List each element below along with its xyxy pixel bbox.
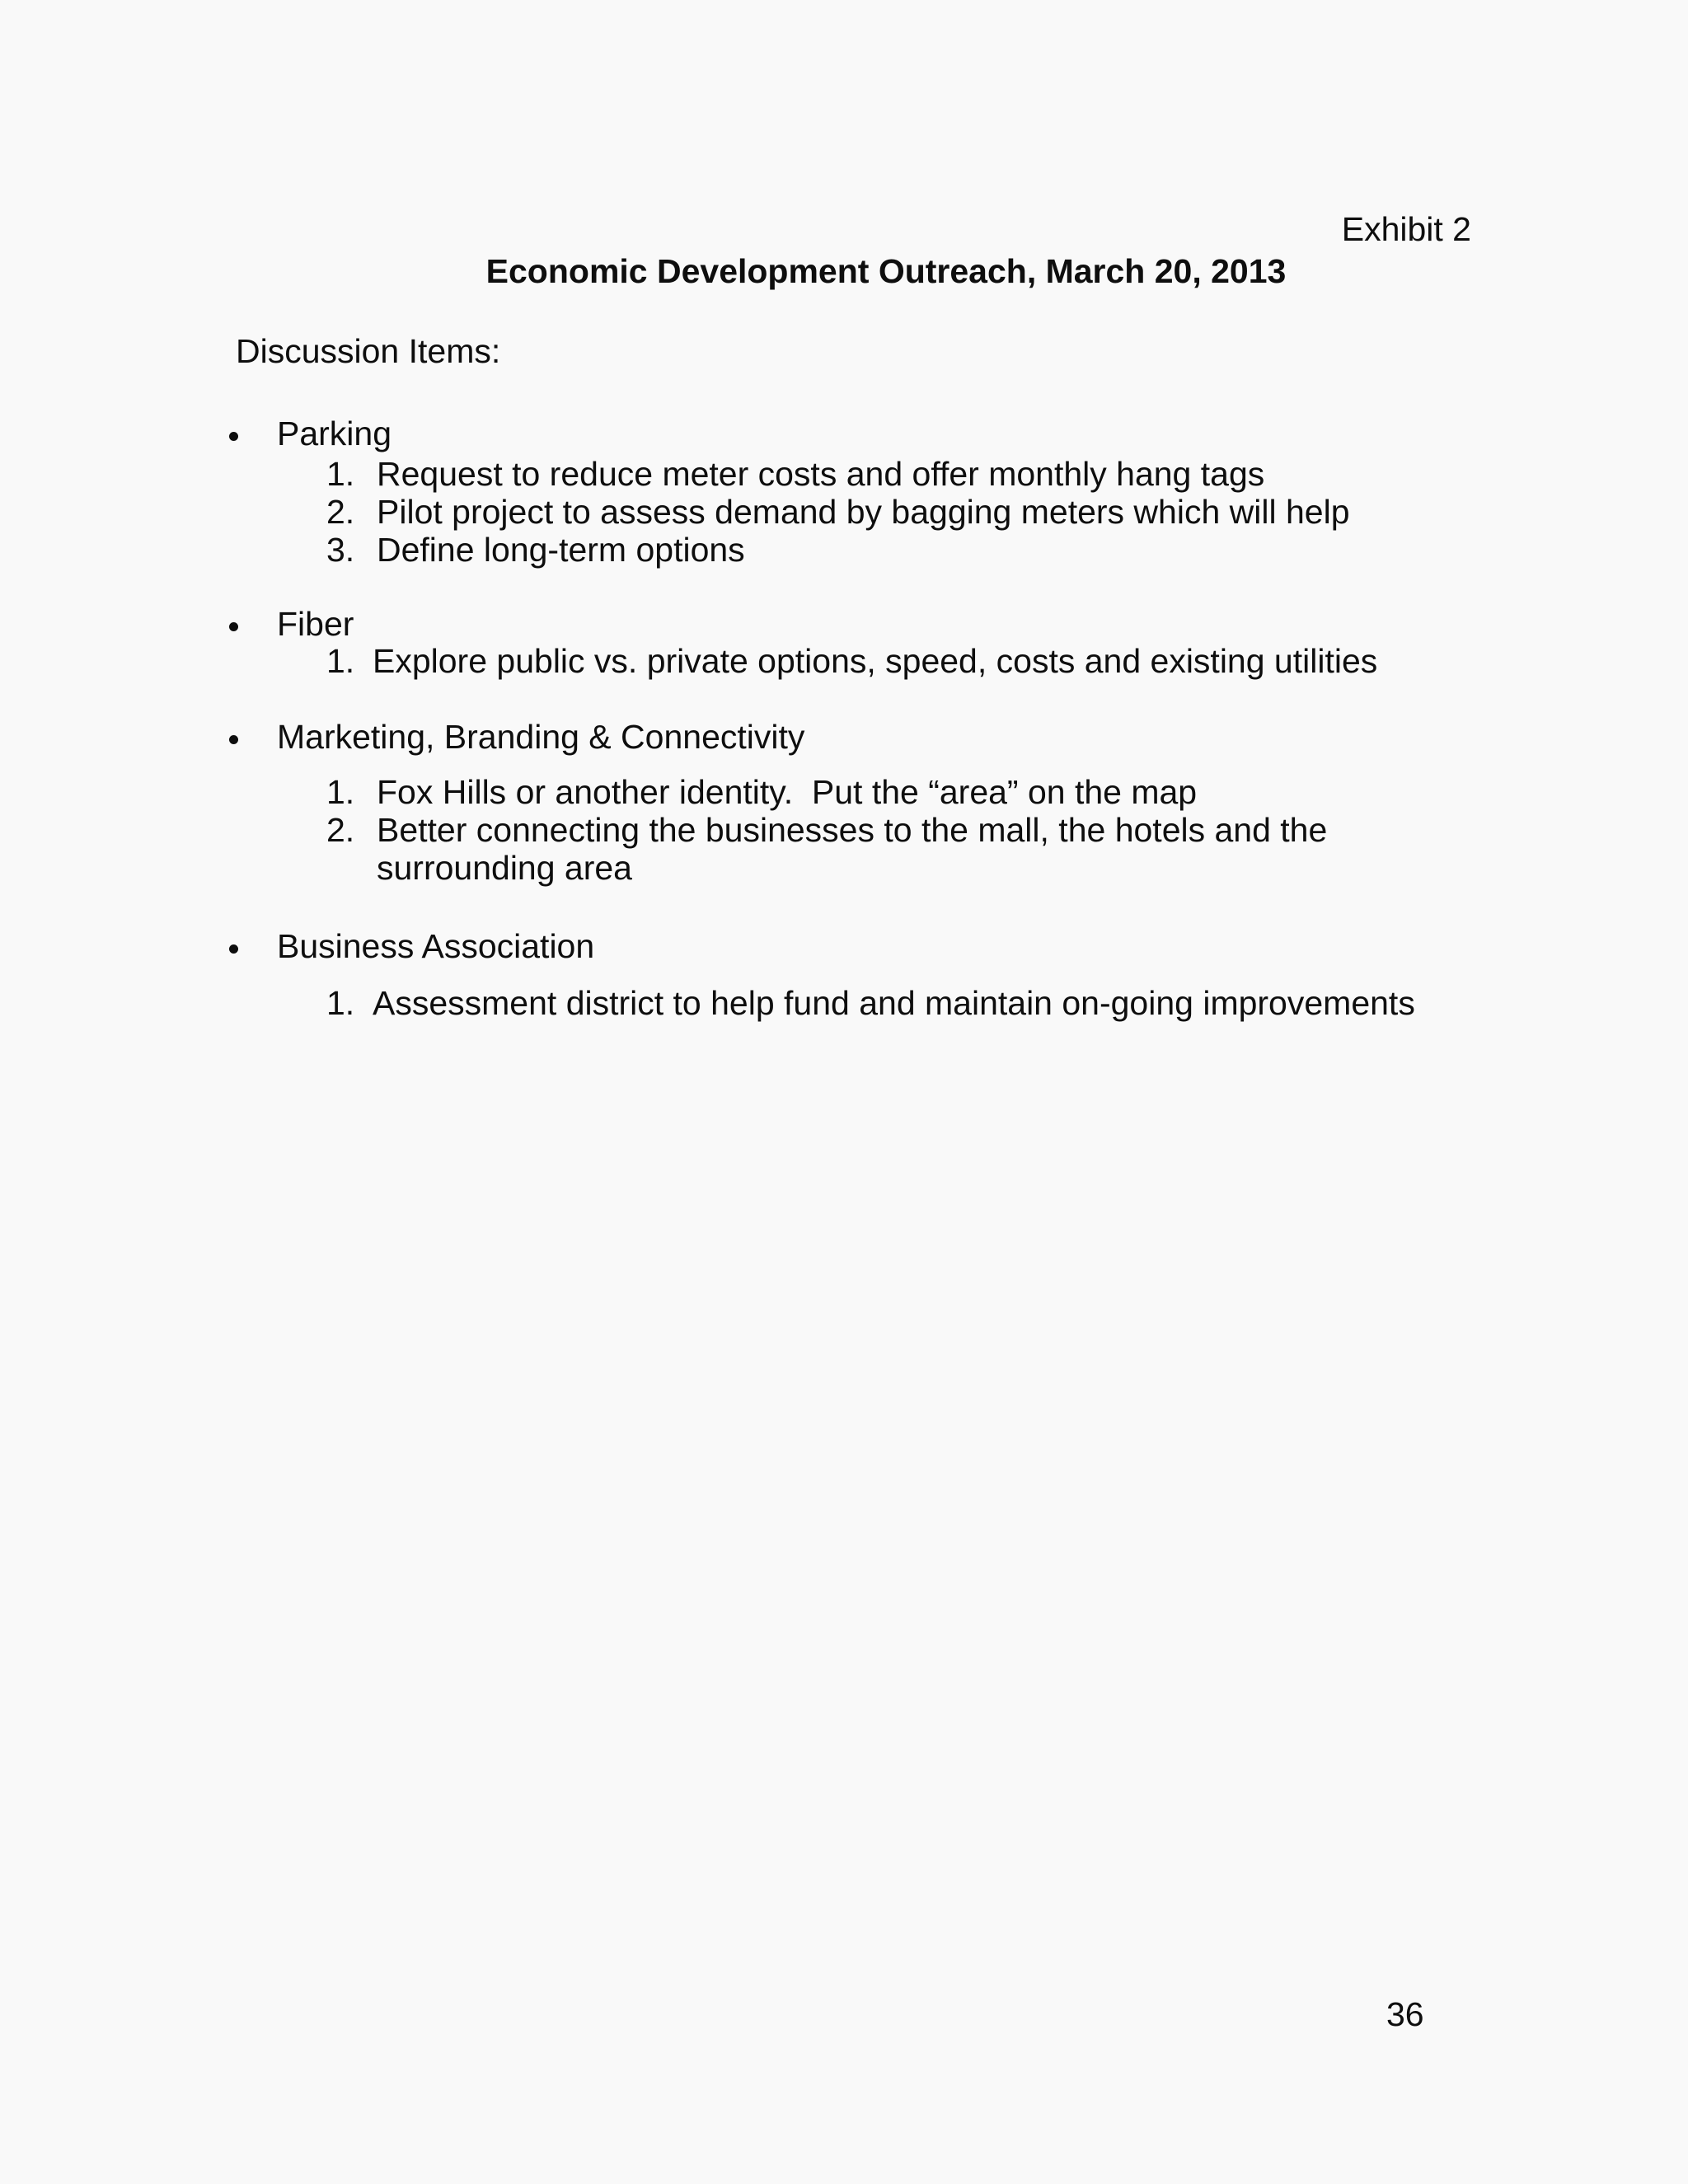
bullet-item — [0, 717, 1688, 757]
item-number: 2. — [326, 811, 355, 849]
item-number: 1. — [326, 642, 355, 680]
item-text: Define long-term options — [377, 531, 745, 569]
bullet-item — [0, 604, 1688, 644]
section-heading: Marketing, Branding & Connectivity — [277, 718, 805, 756]
bullet-icon — [229, 735, 238, 744]
bullet-icon — [229, 944, 238, 954]
item-number: 3. — [326, 531, 355, 569]
item-text: Fox Hills or another identity. Put the “area” on the map — [377, 773, 1198, 811]
item-number: 1. — [326, 773, 355, 811]
exhibit-label: Exhibit 2 — [1341, 210, 1471, 248]
item-number: 1. — [326, 984, 355, 1022]
document-title: Economic Development Outreach, March 20, 2013 — [485, 252, 1287, 290]
section-heading: Fiber — [277, 605, 354, 643]
section-heading: Parking — [277, 415, 392, 452]
page-number: 36 — [1386, 1995, 1424, 2033]
discussion-items-heading: Discussion Items: — [236, 332, 501, 370]
item-number: 1. — [326, 455, 355, 493]
item-text: Request to reduce meter costs and offer monthly hang tags — [377, 455, 1265, 493]
bullet-item — [0, 414, 1688, 453]
item-text: Assessment district to help fund and maintain on-going improvements — [373, 984, 1415, 1022]
bullet-icon — [229, 622, 238, 631]
item-text: Better connecting the businesses to the mall, the hotels and the surrounding area — [377, 811, 1328, 887]
section-heading: Business Association — [277, 927, 595, 965]
item-number: 2. — [326, 493, 355, 531]
item-text: Pilot project to assess demand by bagging meters which will help — [377, 493, 1350, 531]
bullet-icon — [229, 432, 238, 441]
item-text: Explore public vs. private options, speed, costs and existing utilities — [373, 642, 1378, 680]
bullet-item — [0, 926, 1688, 966]
